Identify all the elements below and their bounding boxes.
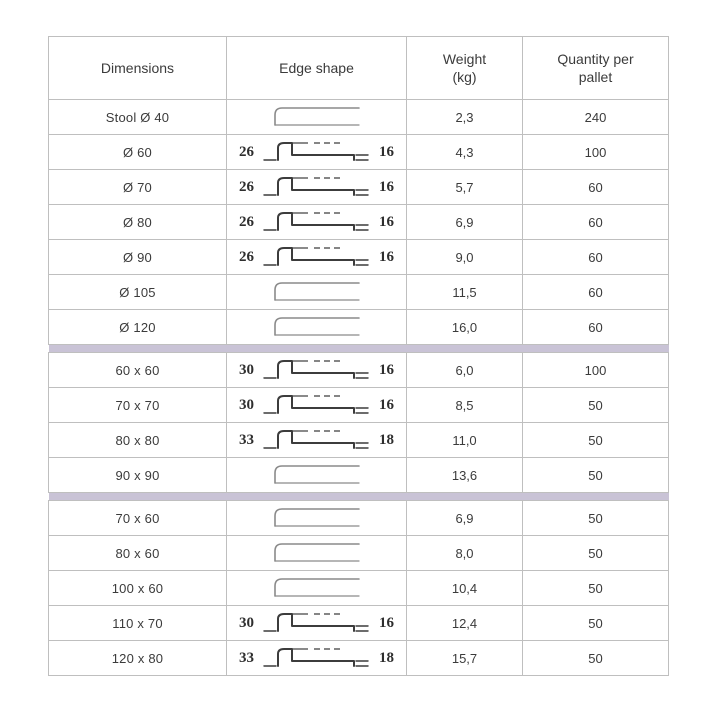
cell-edge-shape [227, 170, 407, 205]
cell-weight: 2,3 [407, 100, 523, 135]
cell-edge-shape [227, 100, 407, 135]
edge-right-dimension: 16 [379, 614, 394, 631]
edge-profile-plain-icon [271, 104, 363, 130]
edge-left-dimension: 30 [239, 361, 254, 378]
table-row [49, 571, 669, 606]
cell-weight: 10,4 [407, 571, 523, 606]
cell-dimensions: Ø 105 [49, 275, 227, 310]
edge-profile-plain-icon [271, 575, 363, 601]
col-dimensions-label: Dimensions [100, 59, 175, 76]
cell-edge-shape [227, 310, 407, 345]
cell-weight: 13,6 [407, 458, 523, 493]
cell-dimensions: 70 x 70 [49, 388, 227, 423]
edge-right-dimension: 16 [379, 213, 394, 230]
edge-profile-plain-icon [271, 314, 363, 340]
cell-edge-shape [227, 606, 407, 641]
cell-weight: 12,4 [407, 606, 523, 641]
cell-quantity: 100 [523, 135, 669, 170]
edge-profile-plain-icon [271, 540, 363, 566]
cell-weight: 16,0 [407, 310, 523, 345]
cell-edge-shape [227, 536, 407, 571]
cell-dimensions: Ø 80 [49, 205, 227, 240]
cell-edge-shape [227, 135, 407, 170]
cell-weight: 15,7 [407, 641, 523, 676]
edge-profile-dimensioned-icon [262, 391, 372, 419]
cell-edge-shape [227, 641, 407, 676]
cell-dimensions: 70 x 60 [49, 501, 227, 536]
cell-quantity: 50 [523, 501, 669, 536]
cell-weight: 6,9 [407, 501, 523, 536]
edge-profile-dimensioned-icon [262, 138, 372, 166]
cell-dimensions: 90 x 90 [49, 458, 227, 493]
edge-profile-dimensioned-icon [262, 243, 372, 271]
table-row [49, 135, 669, 170]
cell-quantity: 50 [523, 536, 669, 571]
edge-profile-dimensioned-icon [262, 644, 372, 672]
cell-edge-shape [227, 388, 407, 423]
cell-quantity: 60 [523, 310, 669, 345]
edge-left-dimension: 30 [239, 614, 254, 631]
table-row [49, 275, 669, 310]
cell-quantity: 60 [523, 205, 669, 240]
table-row [49, 536, 669, 571]
cell-quantity: 100 [523, 353, 669, 388]
edge-profile-dimensioned-icon [262, 173, 372, 201]
edge-right-dimension: 16 [379, 361, 394, 378]
edge-right-dimension: 16 [379, 143, 394, 160]
cell-edge-shape [227, 423, 407, 458]
cell-dimensions: 80 x 60 [49, 536, 227, 571]
cell-weight: 5,7 [407, 170, 523, 205]
group-separator [49, 493, 669, 501]
table-row [49, 310, 669, 345]
col-edge-shape-label: Edge shape [279, 59, 354, 76]
cell-dimensions: Ø 70 [49, 170, 227, 205]
edge-left-dimension: 33 [239, 649, 254, 666]
col-weight-unit: (kg) [452, 69, 477, 85]
table-row [49, 458, 669, 493]
edge-right-dimension: 16 [379, 178, 394, 195]
edge-left-dimension: 26 [239, 178, 254, 195]
edge-left-dimension: 33 [239, 431, 254, 448]
product-spec-table [48, 36, 669, 676]
cell-quantity: 50 [523, 388, 669, 423]
cell-dimensions: Ø 90 [49, 240, 227, 275]
table-row [49, 205, 669, 240]
cell-weight: 6,0 [407, 353, 523, 388]
table-body [49, 100, 669, 676]
cell-dimensions: 60 x 60 [49, 353, 227, 388]
cell-dimensions: Ø 60 [49, 135, 227, 170]
table-row [49, 170, 669, 205]
col-edge-shape [227, 37, 407, 100]
cell-edge-shape [227, 240, 407, 275]
table-row [49, 100, 669, 135]
edge-right-dimension: 16 [379, 248, 394, 265]
cell-edge-shape [227, 353, 407, 388]
edge-right-dimension: 16 [379, 396, 394, 413]
table-header-row [49, 37, 669, 100]
edge-right-dimension: 18 [379, 431, 394, 448]
edge-left-dimension: 26 [239, 143, 254, 160]
table-row [49, 388, 669, 423]
cell-edge-shape [227, 458, 407, 493]
col-quantity-label-line1: Quantity per [557, 50, 634, 67]
cell-quantity: 240 [523, 100, 669, 135]
edge-profile-dimensioned-icon [262, 356, 372, 384]
table-row [49, 501, 669, 536]
cell-edge-shape [227, 571, 407, 606]
edge-profile-plain-icon [271, 462, 363, 488]
cell-quantity: 50 [523, 458, 669, 493]
cell-quantity: 60 [523, 240, 669, 275]
table-row [49, 641, 669, 676]
cell-dimensions: 110 x 70 [49, 606, 227, 641]
cell-weight: 11,5 [407, 275, 523, 310]
cell-edge-shape [227, 275, 407, 310]
cell-dimensions: Stool Ø 40 [49, 100, 227, 135]
table-header [49, 37, 669, 100]
edge-profile-plain-icon [271, 505, 363, 531]
table-row [49, 240, 669, 275]
col-dimensions [49, 37, 227, 100]
cell-weight: 9,0 [407, 240, 523, 275]
cell-dimensions: Ø 120 [49, 310, 227, 345]
edge-profile-plain-icon [271, 279, 363, 305]
edge-left-dimension: 26 [239, 248, 254, 265]
cell-quantity: 50 [523, 571, 669, 606]
table-row [49, 423, 669, 458]
edge-right-dimension: 18 [379, 649, 394, 666]
cell-quantity: 50 [523, 423, 669, 458]
cell-dimensions: 100 x 60 [49, 571, 227, 606]
col-quantity-label-line2: pallet [578, 69, 613, 85]
col-weight [407, 37, 523, 100]
cell-quantity: 50 [523, 606, 669, 641]
cell-weight: 6,9 [407, 205, 523, 240]
cell-weight: 11,0 [407, 423, 523, 458]
table-row [49, 606, 669, 641]
cell-weight: 8,5 [407, 388, 523, 423]
cell-dimensions: 80 x 80 [49, 423, 227, 458]
edge-left-dimension: 30 [239, 396, 254, 413]
cell-dimensions: 120 x 80 [49, 641, 227, 676]
cell-quantity: 60 [523, 275, 669, 310]
cell-weight: 8,0 [407, 536, 523, 571]
edge-left-dimension: 26 [239, 213, 254, 230]
cell-quantity: 60 [523, 170, 669, 205]
edge-profile-dimensioned-icon [262, 426, 372, 454]
table-row [49, 353, 669, 388]
edge-profile-dimensioned-icon [262, 208, 372, 236]
cell-quantity: 50 [523, 641, 669, 676]
cell-weight: 4,3 [407, 135, 523, 170]
edge-profile-dimensioned-icon [262, 609, 372, 637]
col-weight-label: Weight [442, 50, 487, 67]
cell-edge-shape [227, 205, 407, 240]
cell-edge-shape [227, 501, 407, 536]
col-quantity [523, 37, 669, 100]
group-separator [49, 345, 669, 353]
